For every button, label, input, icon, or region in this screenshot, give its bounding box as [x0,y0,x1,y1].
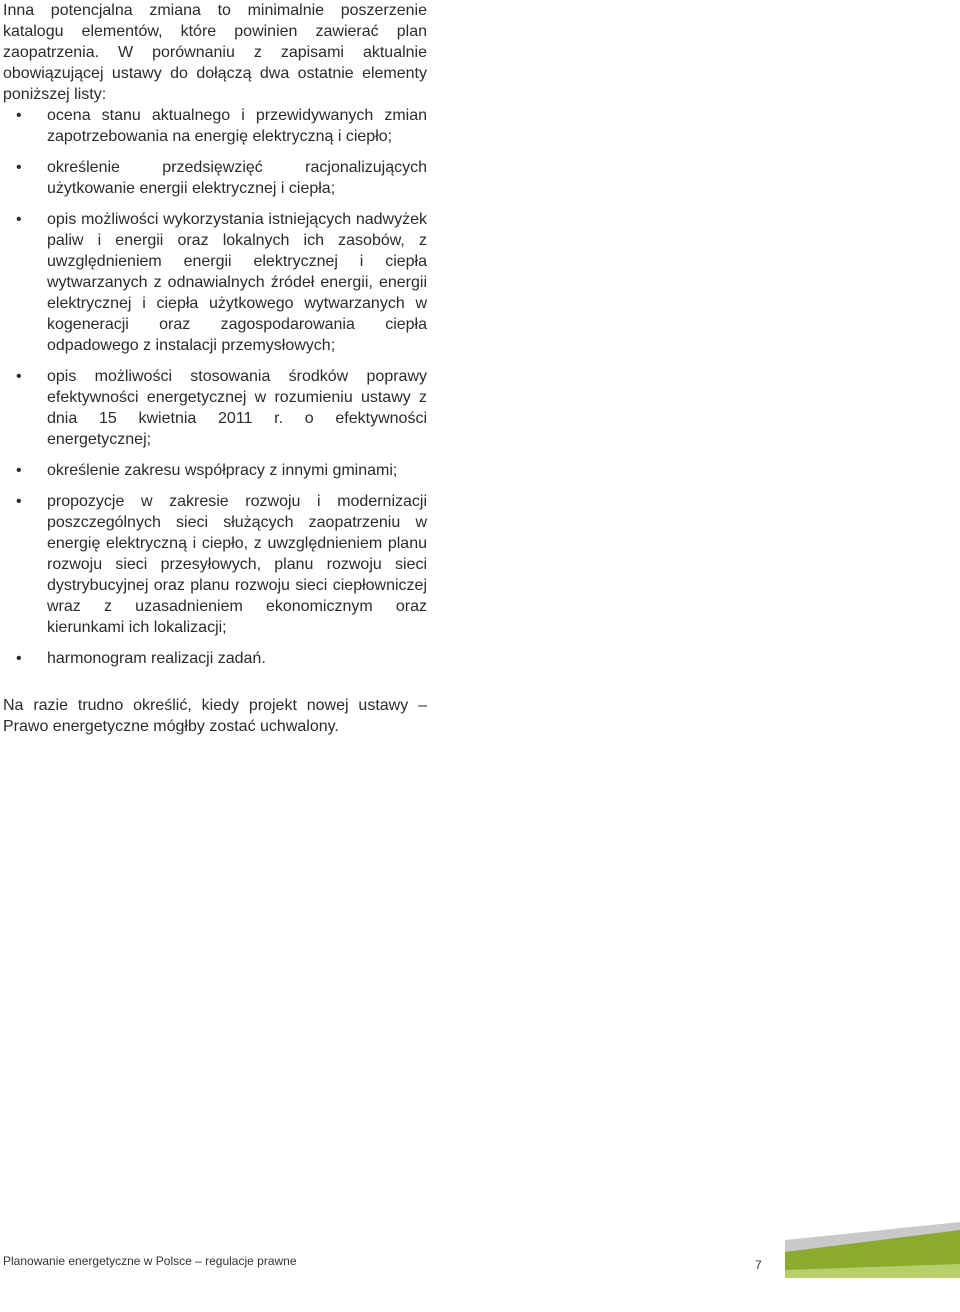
list-item-text: określenie przedsięwzięć racjonalizujących użytkowanie energii elektrycznej i ciepła; [47,159,427,197]
list-item [3,491,427,638]
intro-paragraph: Inna potencjalna zmiana to minimalnie poszerzenie katalogu elementów, które powinien zawierać plan zaopatrzenia. W porównaniu z zapisami aktualnie obowiązującej ustawy do dołączą dwa ostatnie elementy poniższej listy: [3,2,427,103]
leaf-light [785,1264,960,1278]
list-item-text: opis możliwości stosowania środków poprawy efektywności energetycznej w rozumieniu ustawy z dnia 15 kwietnia 2011 r. o efektywności energetycznej; [47,368,427,448]
bullet-icon: • [16,650,22,667]
main-text [3,0,427,737]
bullet-icon: • [16,159,22,176]
list-item-text: propozycje w zakresie rozwoju i modernizacji poszczególnych sieci służących zaopatrzeniu w energię elektryczną i ciepło, z uwzględnieniem planu rozwoju sieci przesyłowych, planu rozwoju sieci dystrybucyjnej oraz planu rozwoju sieci ciepłowniczej wraz z uzasadnieniem ekonomicznym oraz kierunkami ich lokalizacji; [47,493,427,636]
requirements-list [3,105,427,669]
bullet-icon: • [16,211,22,228]
list-item-text: ocena stanu aktualnego i przewidywanych zmian zapotrzebowania na energię elektryczną i ciepło; [47,107,427,145]
list-item-text: opis możliwości wykorzystania istniejących nadwyżek paliw i energii oraz lokalnych ich zasobów, z uwzględnieniem energii elektrycznej i ciepła wytwarzanych z odnawialnych źródeł energii, energii elektrycznej i ciepła użytkowego wytwarzanych w kogeneracji oraz zagospodarowania ciepła odpadowego z instalacji przemysłowych; [47,211,427,354]
bullet-icon: • [16,462,22,479]
list-item-text: harmonogram realizacji zadań. [47,650,266,667]
list-item-text: określenie zakresu współpracy z innymi gminami; [47,462,398,479]
closing-paragraph: Na razie trudno określić, kiedy projekt nowej ustawy – Prawo energetyczne mógłby zostać uchwalony. [3,697,427,735]
list-item [3,209,427,356]
list-item [3,648,427,669]
footer-title: Planowanie energetyczne w Polsce – regulacje prawne [3,1254,297,1268]
leaf-grey-shadow [785,1222,960,1262]
bullet-icon: • [16,107,22,124]
list-item [3,157,427,199]
list-item [3,105,427,147]
list-item [3,366,427,450]
page-number: 7 [755,1258,762,1272]
bullet-icon: • [16,493,22,510]
bullet-icon: • [16,368,22,385]
list-item [3,460,427,481]
leaf-dark [785,1230,960,1276]
